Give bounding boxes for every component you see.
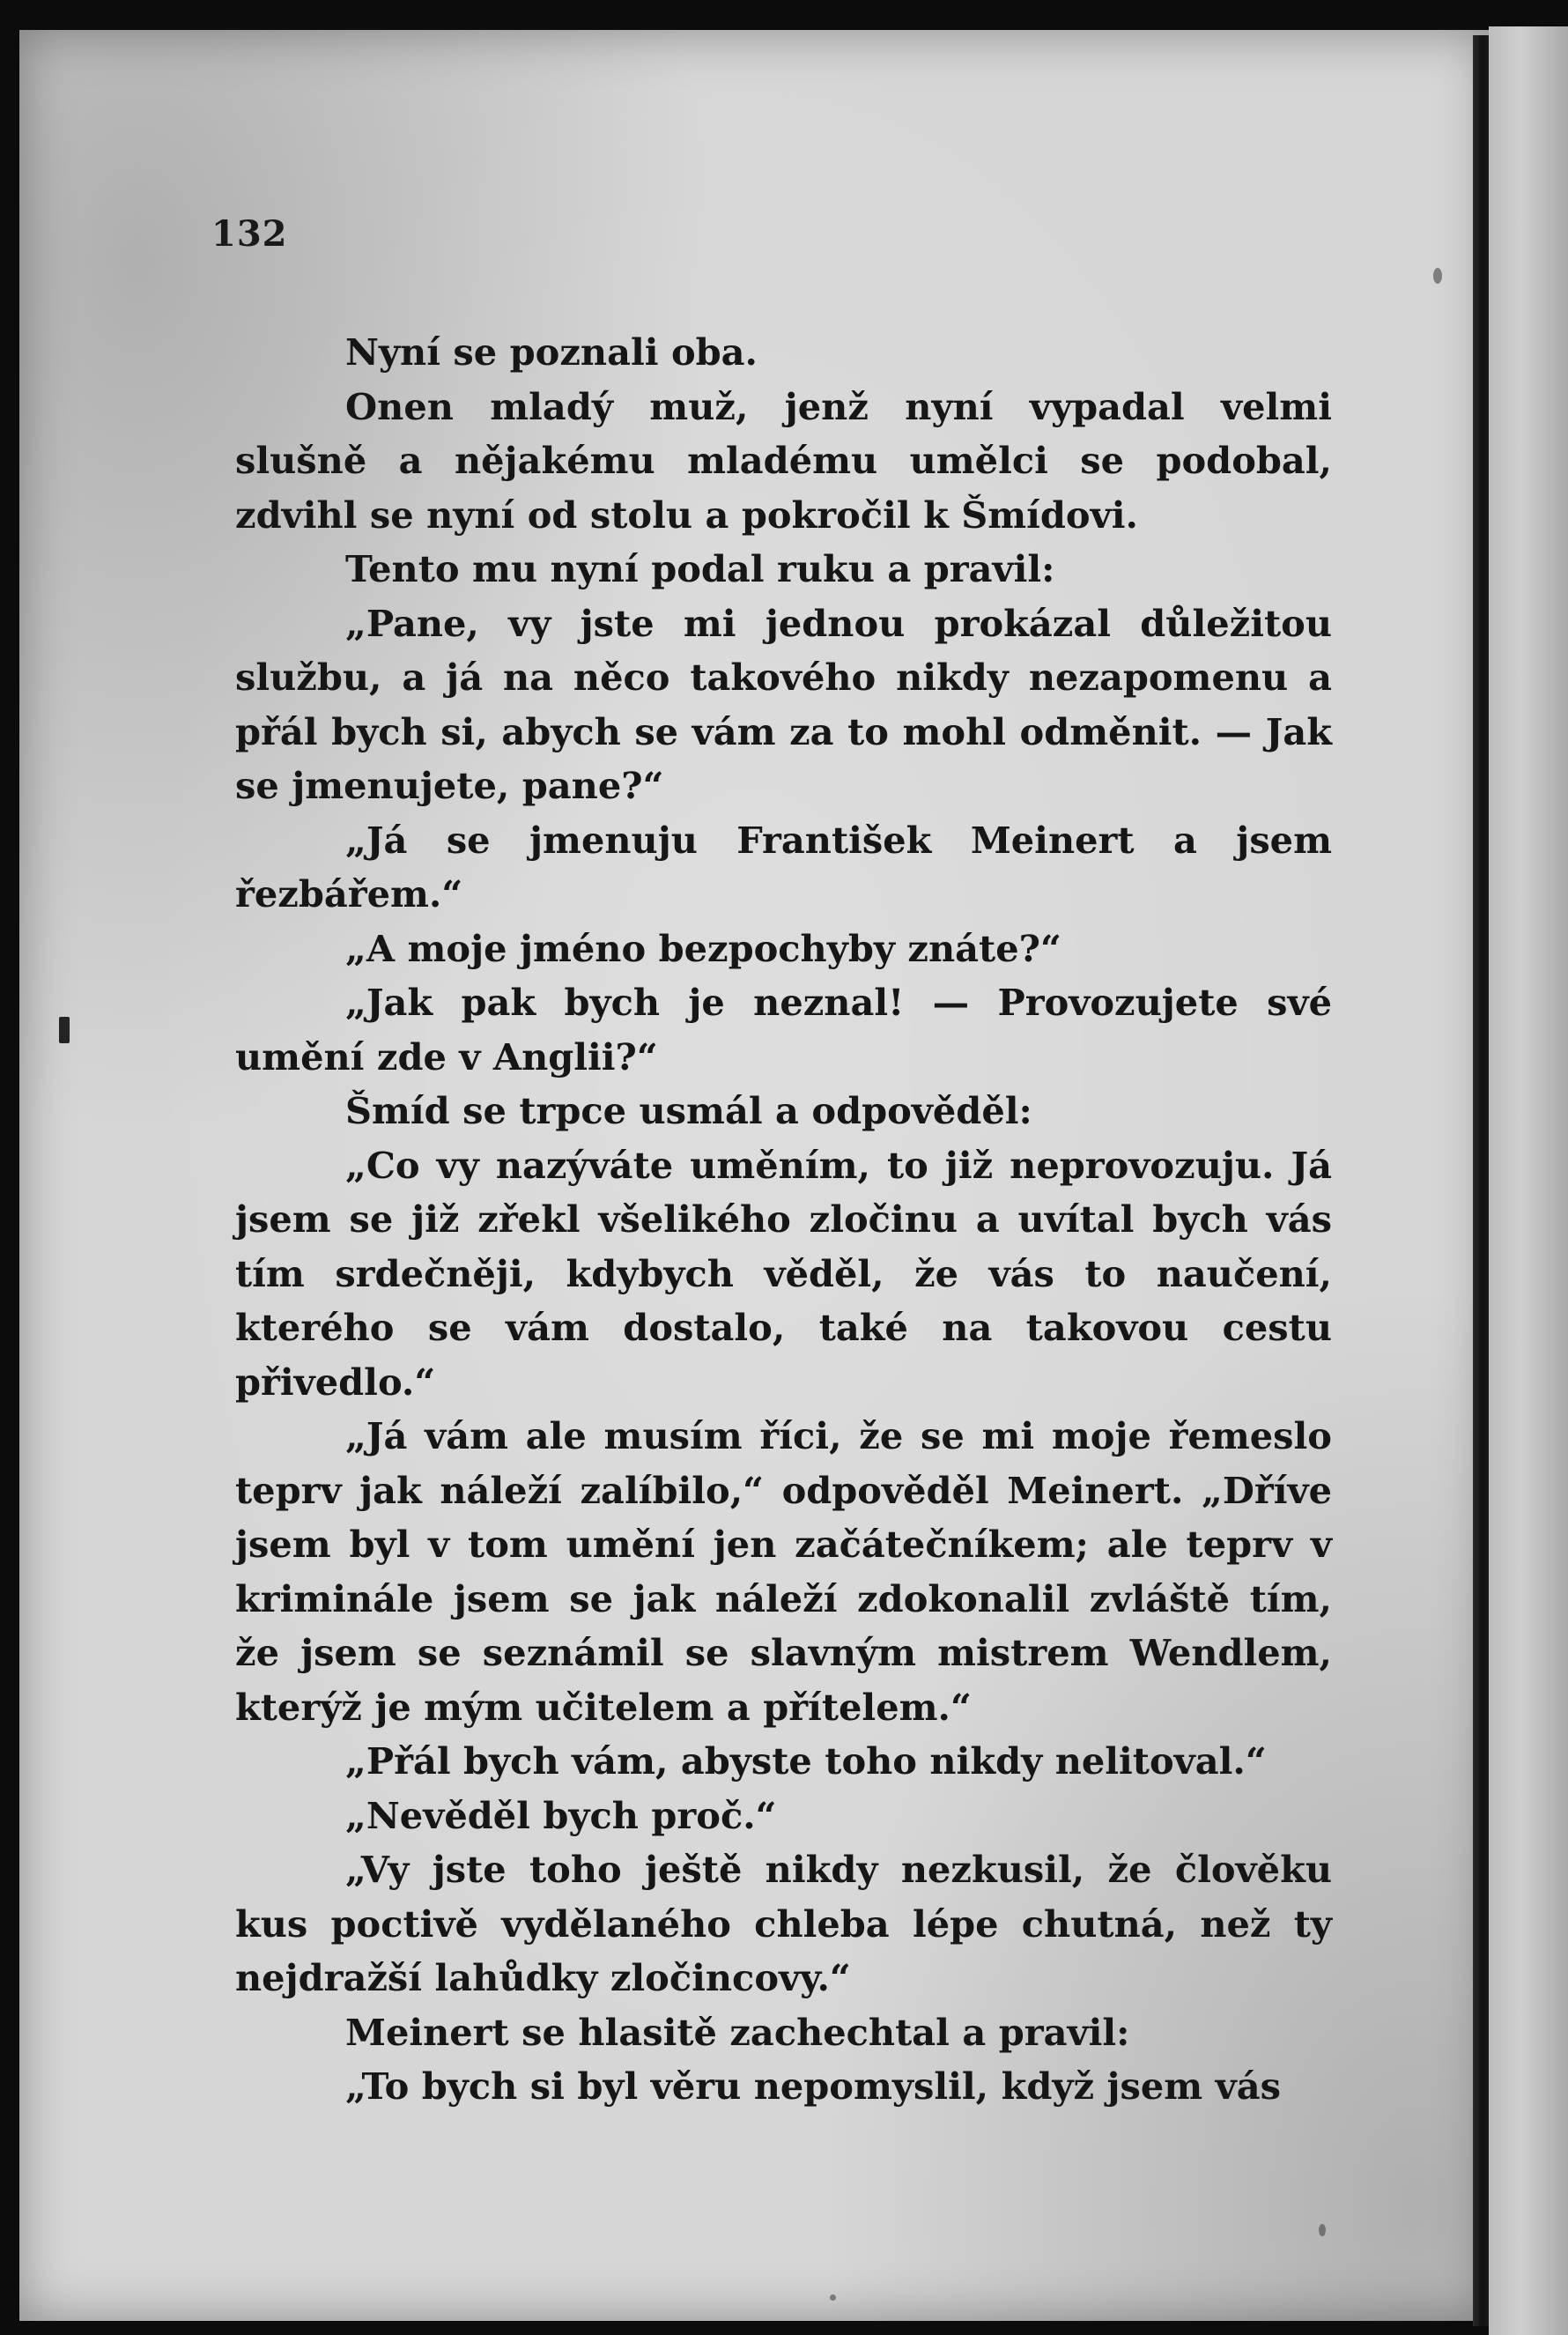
paragraph: Nyní se poznali oba.: [345, 330, 758, 374]
paragraph: „Pane, vy jste mi jednou prokázal důležitou službu, a já na něco takového nikdy nezapomenu a přál bych si, abych se vám za to mohl odměnit. — Jak se jmenujete, pane?“: [235, 601, 1332, 807]
paragraph: „To bych si byl věru nepomyslil, když jsem vás: [345, 2064, 1281, 2108]
paragraph: Šmíd se trpce usmál a odpověděl:: [345, 1089, 1032, 1132]
book-page: [19, 30, 1489, 2321]
paragraph: „Já vám ale musím říci, že se mi moje řemeslo teprv jak náleží zalíbilo,“ odpověděl Meinert. „Dříve jsem byl v tom umění jen začátečníkem; ale teprv v kriminále jsem se jak náleží zdokonalil zvláště tím, že jsem se seznámil se slavným mistrem Wendlem, kterýž je mým učitelem a přítelem.“: [235, 1414, 1332, 1729]
paragraph: „Přál bych vám, abyste toho nikdy nelitoval.“: [345, 1739, 1267, 1783]
adjacent-page-edge: [1489, 26, 1568, 2335]
page-number: 132: [211, 213, 288, 255]
paragraph: „Co vy nazýváte uměním, to již neprovozuju. Já jsem se již zřekl všelikého zločinu a uvítal bych vás tím srdečněji, kdybych věděl, že vás to naučení, kterého se vám dostalo, také na takovou cestu přivedlo.“: [235, 1143, 1332, 1404]
body-text: [235, 325, 1332, 2114]
paragraph: Onen mladý muž, jenž nyní vypadal velmi slušně a nějakému mladému umělci se podobal, zdvihl se nyní od stolu a pokročil k Šmídovi.: [235, 384, 1332, 537]
paper-speck: [830, 2294, 836, 2301]
paper-speck: [1433, 268, 1442, 284]
paragraph: „A moje jméno bezpochyby znáte?“: [345, 926, 1061, 970]
paragraph: „Vy jste toho ještě nikdy nezkusil, že člověku kus poctivě vydělaného chleba lépe chutná, než ty nejdražší lahůdky zločincovy.“: [235, 1848, 1332, 1999]
paragraph: „Jak pak bych je neznal! — Provozujete své umění zde v Anglii?“: [235, 981, 1332, 1079]
paragraph: Tento mu nyní podal ruku a pravil:: [345, 547, 1055, 590]
paragraph: Meinert se hlasitě zachechtal a pravil:: [345, 2010, 1130, 2054]
paper-speck: [59, 1017, 70, 1043]
paragraph: „Já se jmenuju František Meinert a jsem řezbářem.“: [235, 818, 1332, 915]
paragraph: „Nevěděl bych proč.“: [345, 1793, 777, 1837]
paper-speck: [1319, 2224, 1326, 2236]
binding-gutter: [1473, 35, 1489, 2326]
